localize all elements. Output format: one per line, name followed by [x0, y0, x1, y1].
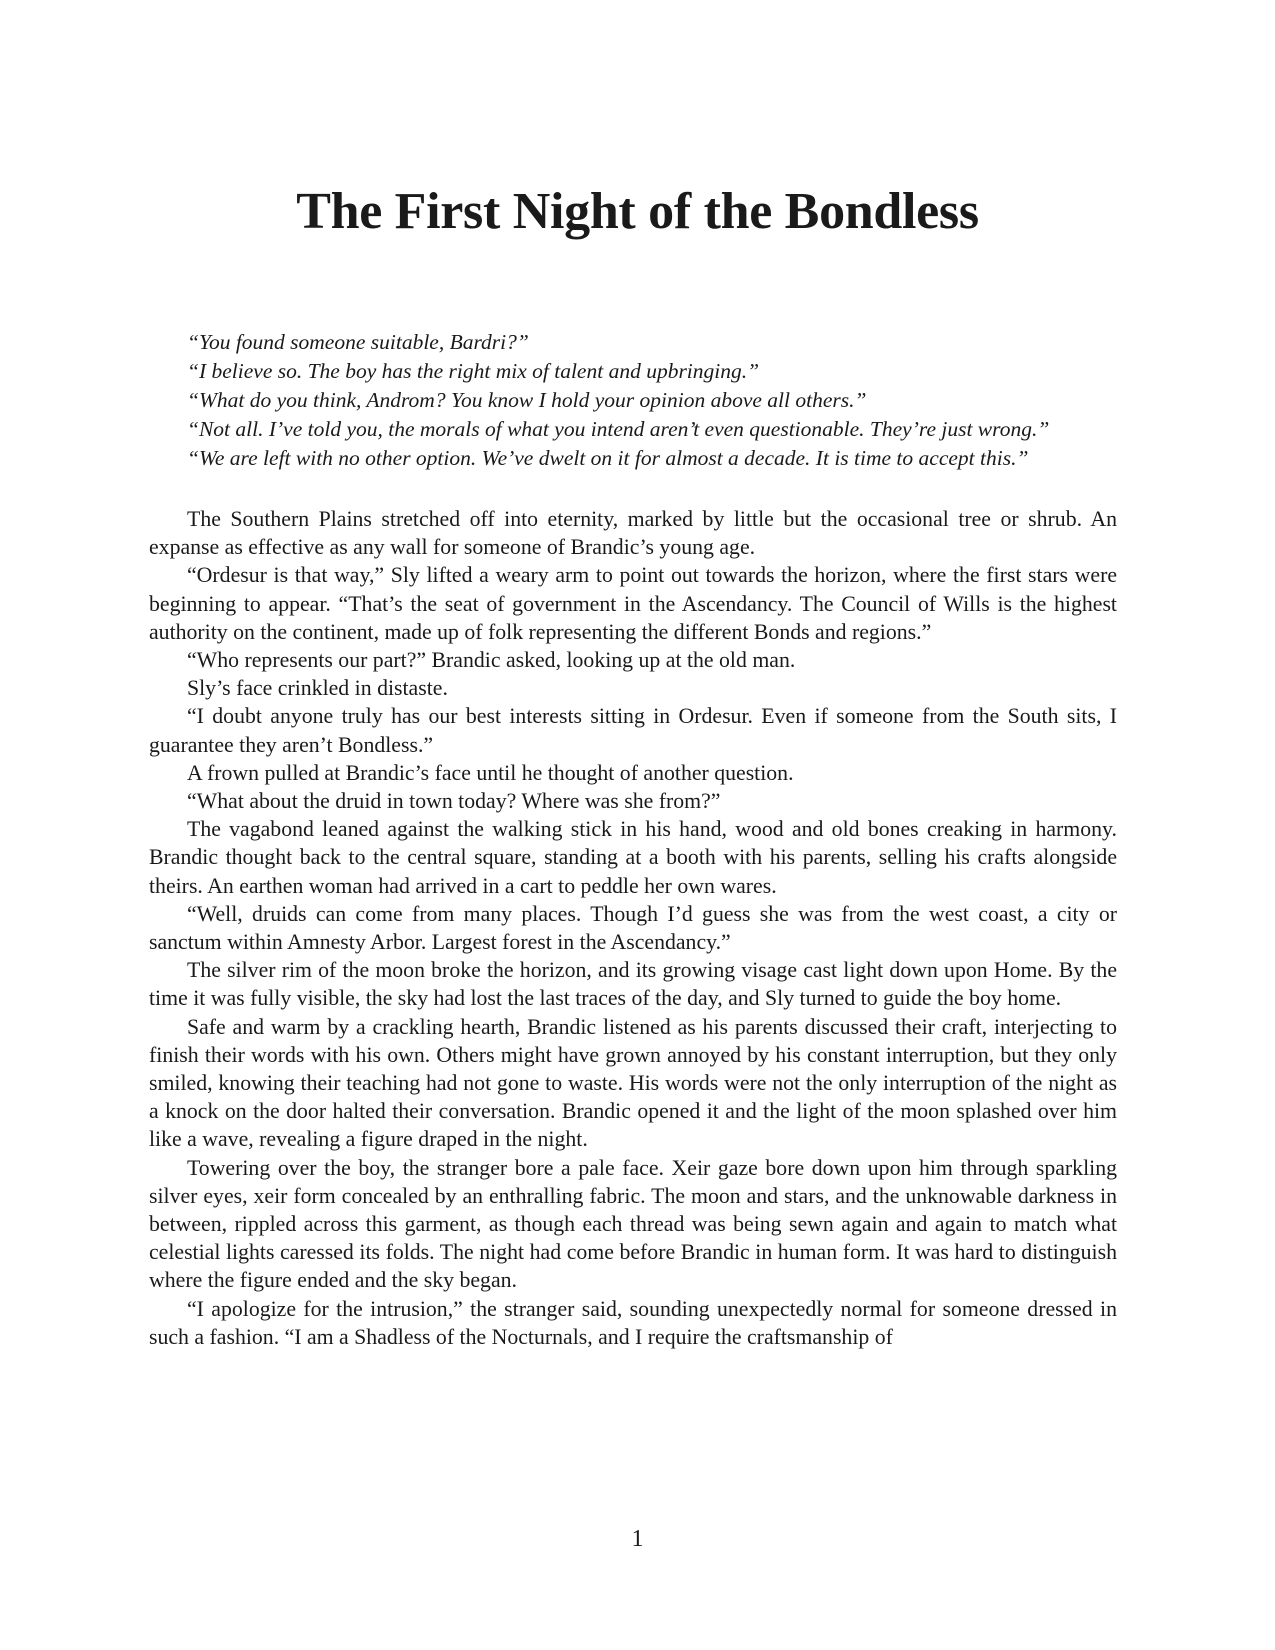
- paragraph: Sly’s face crinkled in distaste.: [187, 676, 448, 701]
- paragraph: “Ordesur is that way,” Sly lifted a weary arm to point out towards the horizon, where the first stars were beginning to appear. “That’s the seat of government in the Ascendancy. The Council of Wills is the highest authority on the continent, made up of folk representing the different Bonds and regions.”: [149, 563, 1117, 644]
- page-number: 1: [631, 1526, 644, 1552]
- epigraph-line: “I believe so. The boy has the right mix of talent and upbringing.”: [187, 359, 760, 383]
- paragraph: Towering over the boy, the stranger bore a pale face. Xeir gaze bore down upon him through sparkling silver eyes, xeir form concealed by an enthralling fabric. The moon and stars, and the unknowable darkness in between, rippled across this garment, as though each thread was being sewn again and again to match what celestial lights caressed its folds. The night had come before Brandic in human form. It was hard to distinguish where the figure ended and the sky began.: [149, 1155, 1117, 1293]
- epigraph-line: “You found someone suitable, Bardri?”: [187, 330, 529, 354]
- paragraph: “I doubt anyone truly has our best interests sitting in Ordesur. Even if someone from the South sits, I guarantee they aren’t Bondless.”: [149, 704, 1117, 757]
- epigraph: [187, 328, 1107, 473]
- epigraph-line: “What do you think, Androm? You know I hold your opinion above all others.”: [187, 388, 867, 412]
- paragraph: The Southern Plains stretched off into eternity, marked by little but the occasional tree or shrub. An expanse as effective as any wall for someone of Brandic’s young age.: [149, 507, 1117, 560]
- paragraph: “Well, druids can come from many places. Though I’d guess she was from the west coast, a city or sanctum within Amnesty Arbor. Largest forest in the Ascendancy.”: [149, 901, 1117, 955]
- epigraph-line: “Not all. I’ve told you, the morals of what you intend aren’t even questionable. They’re just wrong.”: [187, 417, 1050, 441]
- paragraph: A frown pulled at Brandic’s face until he thought of another question.: [187, 760, 794, 785]
- body-text: [149, 505, 1117, 1351]
- paragraph: “I apologize for the intrusion,” the stranger said, sounding unexpectedly normal for someone dressed in such a fashion. “I am a Shadless of the Nocturnals, and I require the craftsmanship of: [149, 1296, 1117, 1349]
- chapter-title: The First Night of the Bondless: [296, 183, 979, 240]
- epigraph-line: “We are left with no other option. We’ve dwelt on it for almost a decade. It is time to accept this.”: [187, 446, 1029, 470]
- paragraph: Safe and warm by a crackling hearth, Brandic listened as his parents discussed their craft, interjecting to finish their words with his own. Others might have grown annoyed by his constant interruption, but they only smiled, knowing their teaching had not gone to waste. His words were not the only interruption of the night as a knock on the door halted their conversation. Brandic opened it and the light of the moon splashed over him like a wave, revealing a figure draped in the night.: [149, 1014, 1117, 1152]
- paragraph: “Who represents our part?” Brandic asked, looking up at the old man.: [187, 648, 796, 673]
- paragraph: The silver rim of the moon broke the horizon, and its growing visage cast light down upon Home. By the time it was fully visible, the sky had lost the last traces of the day, and Sly turned to guide the boy home.: [149, 958, 1117, 1011]
- paragraph: “What about the druid in town today? Where was she from?”: [187, 789, 721, 814]
- paragraph: The vagabond leaned against the walking stick in his hand, wood and old bones creaking in harmony. Brandic thought back to the central square, standing at a booth with his parents, selling his crafts alongside theirs. An earthen woman had arrived in a cart to peddle her own wares.: [149, 817, 1117, 898]
